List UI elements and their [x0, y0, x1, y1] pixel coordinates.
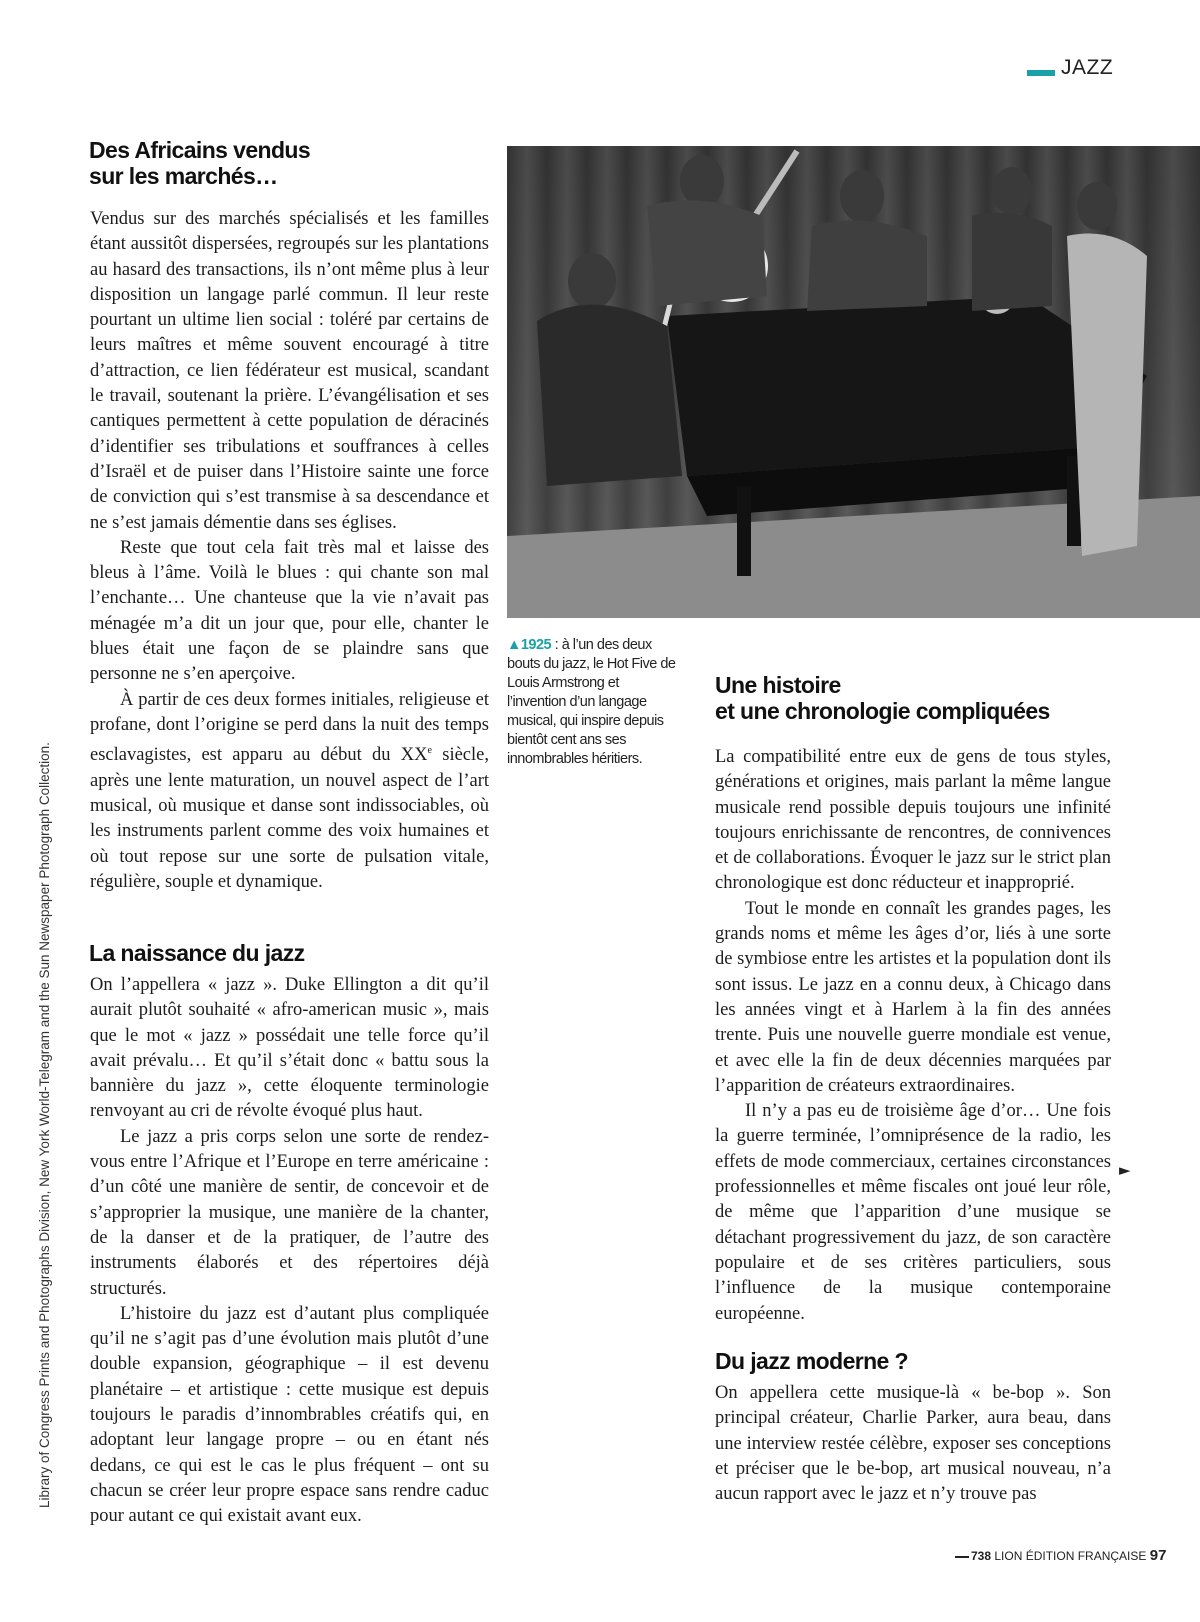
issue-number: 738	[971, 1549, 992, 1563]
paragraph: La compatibilité entre eux de gens de tous styles, générations et origines, mais parlant la même langue musicale rend possible depuis toujours une infinité toujours enrichissante de rencontres, de connivences et de collaborations. Évoquer le jazz sur le strict plan chronologique est donc réducteur et inapproprié.	[715, 747, 1111, 894]
text-span: siècle, après une lente maturation, un nouvel aspect de l’art musical, où musique et danse sont indissociables, où les instruments parlent comme des voix humaines et où tout repose sur une sorte de pulsation vitale, régulière, souple et dynamique.	[90, 745, 489, 892]
heading-naissance: La naissance du jazz	[89, 940, 305, 966]
page-number: 97	[1149, 1547, 1167, 1564]
heading-africains-line2: sur les marchés…	[89, 163, 278, 189]
photo-credit: Library of Congress Prints and Photographs Division, New York World-Telegram and the Sun Newspaper Photograph Collection.	[37, 742, 52, 1508]
paragraph	[90, 688, 489, 896]
caption-year: ▲1925	[507, 637, 552, 653]
heading-africains-line1: Des Africains vendus	[89, 137, 311, 163]
photo-illustration	[507, 146, 1200, 618]
caption-text: : à l’un des deux bouts du jazz, le Hot Five de Louis Armstrong et l’invention d’un langage musical, qui inspire depuis bientôt cent ans ses innombrables héritiers.	[507, 637, 676, 767]
paragraph: Reste que tout cela fait très mal et laisse des bleus à l’âme. Voilà le blues : qui chante son mal l’enchante… Une chanteuse que la vie n’avait pas ménagée m’a dit un jour que, pour elle, chanter le blues était une façon de se plaindre sans que personne ne s’en aperçoive.	[90, 537, 489, 685]
paragraph: On appellera cette musique-là « be-bop ». Son principal créateur, Charlie Parker, aura beau, dans une interview restée célèbre, exposer ses conceptions et préciser que le be-bop, art musical nouveau, n’a aucun rapport avec le jazz et n’y trouve pas	[715, 1383, 1111, 1505]
section-label: JAZZ	[1061, 56, 1114, 79]
century-superscript: e	[427, 745, 432, 757]
continue-arrow-icon: ►	[1119, 1161, 1131, 1179]
section-accent-bar	[1027, 70, 1055, 76]
paragraph: Vendus sur des marchés spécialisés et les familles étant aussitôt dispersées, regroupés sur les plantations au hasard des transactions, ils n’ont même plus à leur disposition un langage parlé commun. Il leur reste pourtant un ultime lien social : toléré par certains de leurs maîtres et même souvent encouragé à titre d’attraction, ce lien fédérateur est musical, scandant le travail, soutenant la prière. L’évangélisation et ses cantiques permettent à cette population de déracinés d’identifier ses tribulations et souffrances à celles d’Israël et de puiser dans l’Histoire sainte une force de conviction qui s’est transmise à sa descendance et ne s’est jamais démentie dans ses églises.	[90, 209, 489, 533]
heading-histoire	[715, 672, 1115, 724]
footer-dash	[955, 1556, 969, 1558]
right-column-text-1	[715, 745, 1111, 1327]
photo-caption	[507, 636, 681, 769]
heading-africains	[89, 137, 489, 189]
text-span: À partir de ces deux formes initiales, religieuse et profane, dont l’origine se perd dans la nuit des temps esclavagistes, est apparu au début du XX	[90, 689, 489, 766]
publication-name: LION ÉDITION FRANÇAISE	[994, 1549, 1147, 1563]
right-column-text-2	[715, 1381, 1111, 1507]
heading-histoire-line2: et une chronologie compliquées	[715, 698, 1050, 724]
paragraph: Il n’y a pas eu de troisième âge d’or… Une fois la guerre terminée, l’omniprésence de la radio, les effets de mode commerciaux, certaines circonstances professionnelles et même fiscales ont joué leur rôle, de même que l’apparition d’une musique se détachant progressivement du jazz, de son caractère populaire et de ses critères particuliers, sous l’influence de la musique contemporaine européenne.	[715, 1101, 1111, 1324]
paragraph: Le jazz a pris corps selon une sorte de rendez-vous entre l’Afrique et l’Europe en terre américaine : d’un côté une manière de sentir, de concevoir et de s’approprier la musique, une manière de la chanter, de la danser et de la pratiquer, de l’autre des instruments élaborés et des répertoires déjà structurés.	[90, 1126, 489, 1299]
heading-histoire-line1: Une histoire	[715, 672, 841, 698]
left-column-text-1	[90, 207, 489, 895]
heading-jazz-moderne: Du jazz moderne ?	[715, 1348, 908, 1374]
paragraph: On l’appellera « jazz ». Duke Ellington a dit qu’il aurait plutôt souhaité « afro-american music », mais que le mot « jazz » possédait une telle force qu’il avait prévalu… Et qu’il s’était donc « battu sous la bannière du jazz », cette éloquente terminologie renvoyant au cri de révolte évoqué plus haut.	[90, 975, 489, 1122]
page-footer	[955, 1547, 1167, 1564]
left-column-text-2	[90, 973, 489, 1530]
paragraph: L’histoire du jazz est d’autant plus compliquée qu’il ne s’agit pas d’une évolution mais plutôt d’une double expansion, géographique – il est devenu planétaire – et artistique : cette musique est depuis toujours le paradis d’innombrables créatifs qui, en adoptant leur langage propre – ou en étant nés dedans, ce qui est le cas le plus fréquent – ont su chacun se créer leur propre espace sans rendre caduc pour autant ce qui existait avant eux.	[90, 1303, 489, 1527]
paragraph: Tout le monde en connaît les grandes pages, les grands noms et même les âges d’or, liés à une sorte de symbiose entre les artistes et la population dont ils sont issus. Le jazz en a connu deux, à Chicago dans les années vingt et à Harlem à la fin des années trente. Puis une nouvelle guerre mondiale est venue, et avec elle la fin de deux décennies marquées par l’apparition de créateurs extraordinaires.	[715, 898, 1111, 1096]
hot-five-photo	[507, 146, 1200, 618]
